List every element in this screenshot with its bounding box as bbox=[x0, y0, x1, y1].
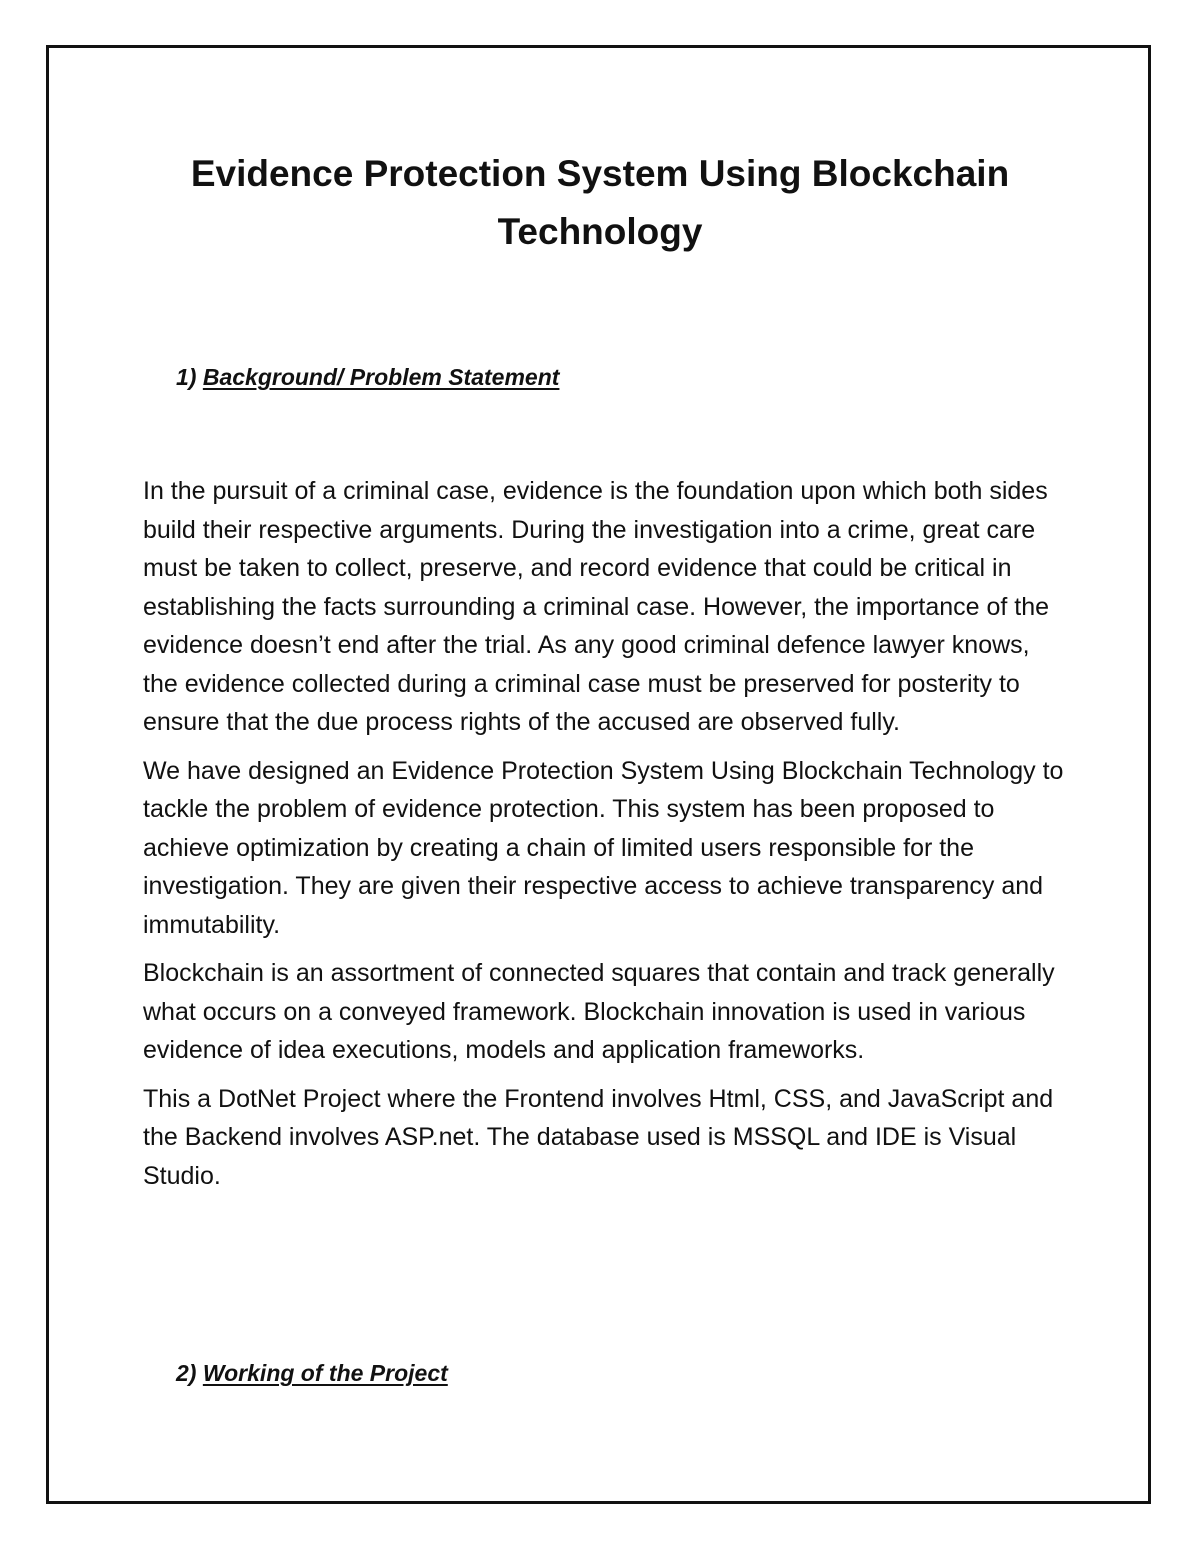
paragraph-1: In the pursuit of a criminal case, evidence is the foundation upon which both sides build their respective arguments. During the investigation into a crime, great care must be taken to collect, preserve, and record evidence that could be critical in establishing the facts surrounding a criminal case. However, the importance of the evidence doesn’t end after the trial. As any good criminal defence lawyer knows, the evidence collected during a criminal case must be preserved for posterity to ensure that the due process rights of the accused are observed fully. bbox=[143, 477, 1050, 736]
paragraph-4: This a DotNet Project where the Frontend involves Html, CSS, and JavaScript and the Backend involves ASP.net. The database used is MSSQL and IDE is Visual Studio. bbox=[143, 1084, 1054, 1190]
section-heading-working bbox=[176, 1358, 448, 1388]
document-title bbox=[120, 145, 1080, 261]
title-line-2: Technology bbox=[497, 211, 703, 252]
section-heading-background bbox=[176, 362, 559, 392]
body-text bbox=[143, 472, 1068, 1205]
title-line-1: Evidence Protection System Using Blockchain bbox=[190, 153, 1010, 194]
paragraph-2: We have designed an Evidence Protection System Using Blockchain Technology to tackle the problem of evidence protection. This system has been proposed to achieve optimization by creating a chain of limited users responsible for the investigation. They are given their respective access to achieve transparency and immutability. bbox=[143, 756, 1064, 939]
section-heading-text: Working of the Project bbox=[202, 1360, 448, 1386]
paragraph-3: Blockchain is an assortment of connected squares that contain and track generally what occurs on a conveyed framework. Blockchain innovation is used in various evidence of idea executions, models and application frameworks. bbox=[143, 959, 1055, 1064]
section-heading-text: Background/ Problem Statement bbox=[202, 364, 560, 390]
section-number: 1) bbox=[176, 364, 197, 390]
section-number: 2) bbox=[176, 1360, 197, 1386]
